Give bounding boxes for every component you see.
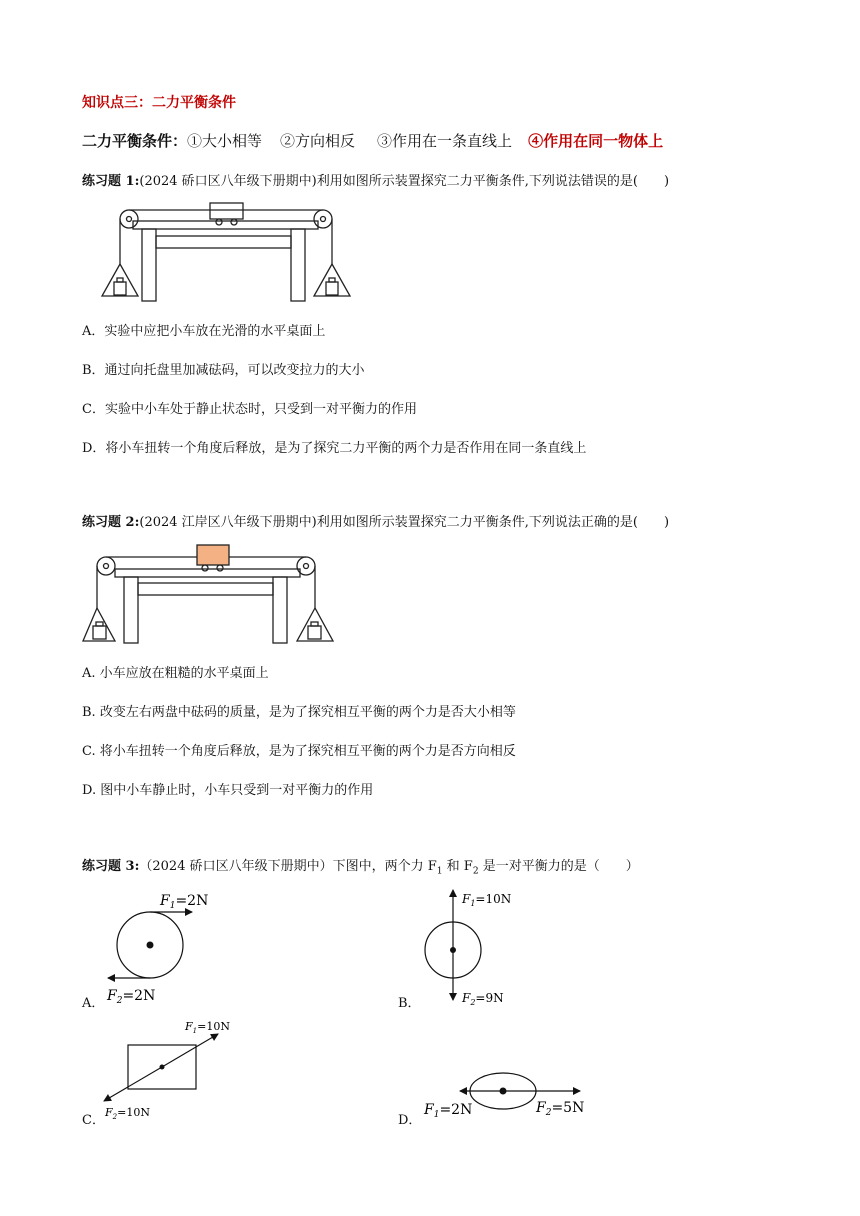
fig-a-f1-label: $F_1=2N$: [160, 893, 209, 911]
condition-2: ②方向相反: [280, 132, 356, 150]
section-title: 知识点三：二力平衡条件: [82, 95, 236, 111]
balance-conditions: [82, 130, 663, 151]
fig-b-f1-label: $F_1=10N$: [462, 892, 512, 908]
question-3-label: 练习题 3:: [82, 859, 140, 874]
question-2-label: 练习题 2:: [82, 515, 140, 530]
q2-option-a: A. 小车应放在粗糙的水平桌面上: [82, 666, 269, 681]
q3-option-d: D．: [398, 1113, 422, 1128]
question-2-text: (2024 江岸区八年级下册期中)利用如图所示装置探究二力平衡条件,下列说法正确的是( ): [139, 515, 670, 530]
question-3-sub2: 2: [472, 866, 479, 877]
question-1-label: 练习题 1:: [82, 174, 140, 189]
condition-1: ①大小相等: [187, 132, 263, 150]
q1-option-b: B．通过向托盘里加减砝码，可以改变拉力的大小: [82, 363, 365, 378]
force-figure-b: [420, 886, 530, 1008]
fig-d-f1-label: $F_1=2N$: [424, 1102, 473, 1120]
fig-d-f2-label: $F_2=5N$: [536, 1100, 585, 1118]
q2-option-b: B. 改变左右两盘中砝码的质量，是为了探究相互平衡的两个力是否大小相等: [82, 705, 516, 720]
fig-b-f2-label: $F_2=9N$: [462, 991, 504, 1007]
condition-3: ③作用在一条直线上: [377, 132, 513, 150]
force-figure-c: [100, 1018, 240, 1122]
q1-option-a: A．实验中应把小车放在光滑的水平桌面上: [82, 324, 326, 339]
q3-option-c: C．: [82, 1113, 105, 1128]
question-3-text-b: 和 F: [442, 859, 473, 874]
q3-option-a: A．: [82, 996, 105, 1011]
question-3-text-c: 是一对平衡力的是（ ）: [478, 859, 639, 874]
fig-a-f2-label: $F_2=2N$: [107, 988, 156, 1006]
question-1: [82, 170, 669, 189]
force-figure-a: [100, 888, 210, 1006]
apparatus-figure-1: [100, 198, 352, 302]
force-figure-d: [420, 1070, 600, 1122]
fig-c-f1-label: $F_1=10N$: [185, 1020, 230, 1035]
q2-option-d: D. 图中小车静止时，小车只受到一对平衡力的作用: [82, 783, 374, 798]
apparatus-figure-2: [82, 542, 334, 646]
question-3-text-a: （2024 硚口区八年级下册期中）下图中，两个力 F: [139, 859, 437, 874]
question-2: [82, 511, 669, 530]
q1-option-c: C．实验中小车处于静止状态时，只受到一对平衡力的作用: [82, 402, 417, 417]
question-1-text: (2024 硚口区八年级下册期中)利用如图所示装置探究二力平衡条件,下列说法错误的是( ): [139, 174, 670, 189]
q1-option-d: D．将小车扭转一个角度后释放，是为了探究二力平衡的两个力是否作用在同一条直线上: [82, 441, 587, 456]
conditions-label: 二力平衡条件：: [82, 132, 188, 150]
q2-option-c: C. 将小车扭转一个角度后释放，是为了探究相互平衡的两个力是否方向相反: [82, 744, 516, 759]
condition-4: ④作用在同一物体上: [528, 132, 664, 150]
q3-option-b: B．: [398, 996, 421, 1011]
fig-c-f2-label: $F_2=10N$: [105, 1106, 150, 1121]
question-3: [82, 855, 639, 877]
question-3-sub1: 1: [436, 866, 443, 877]
